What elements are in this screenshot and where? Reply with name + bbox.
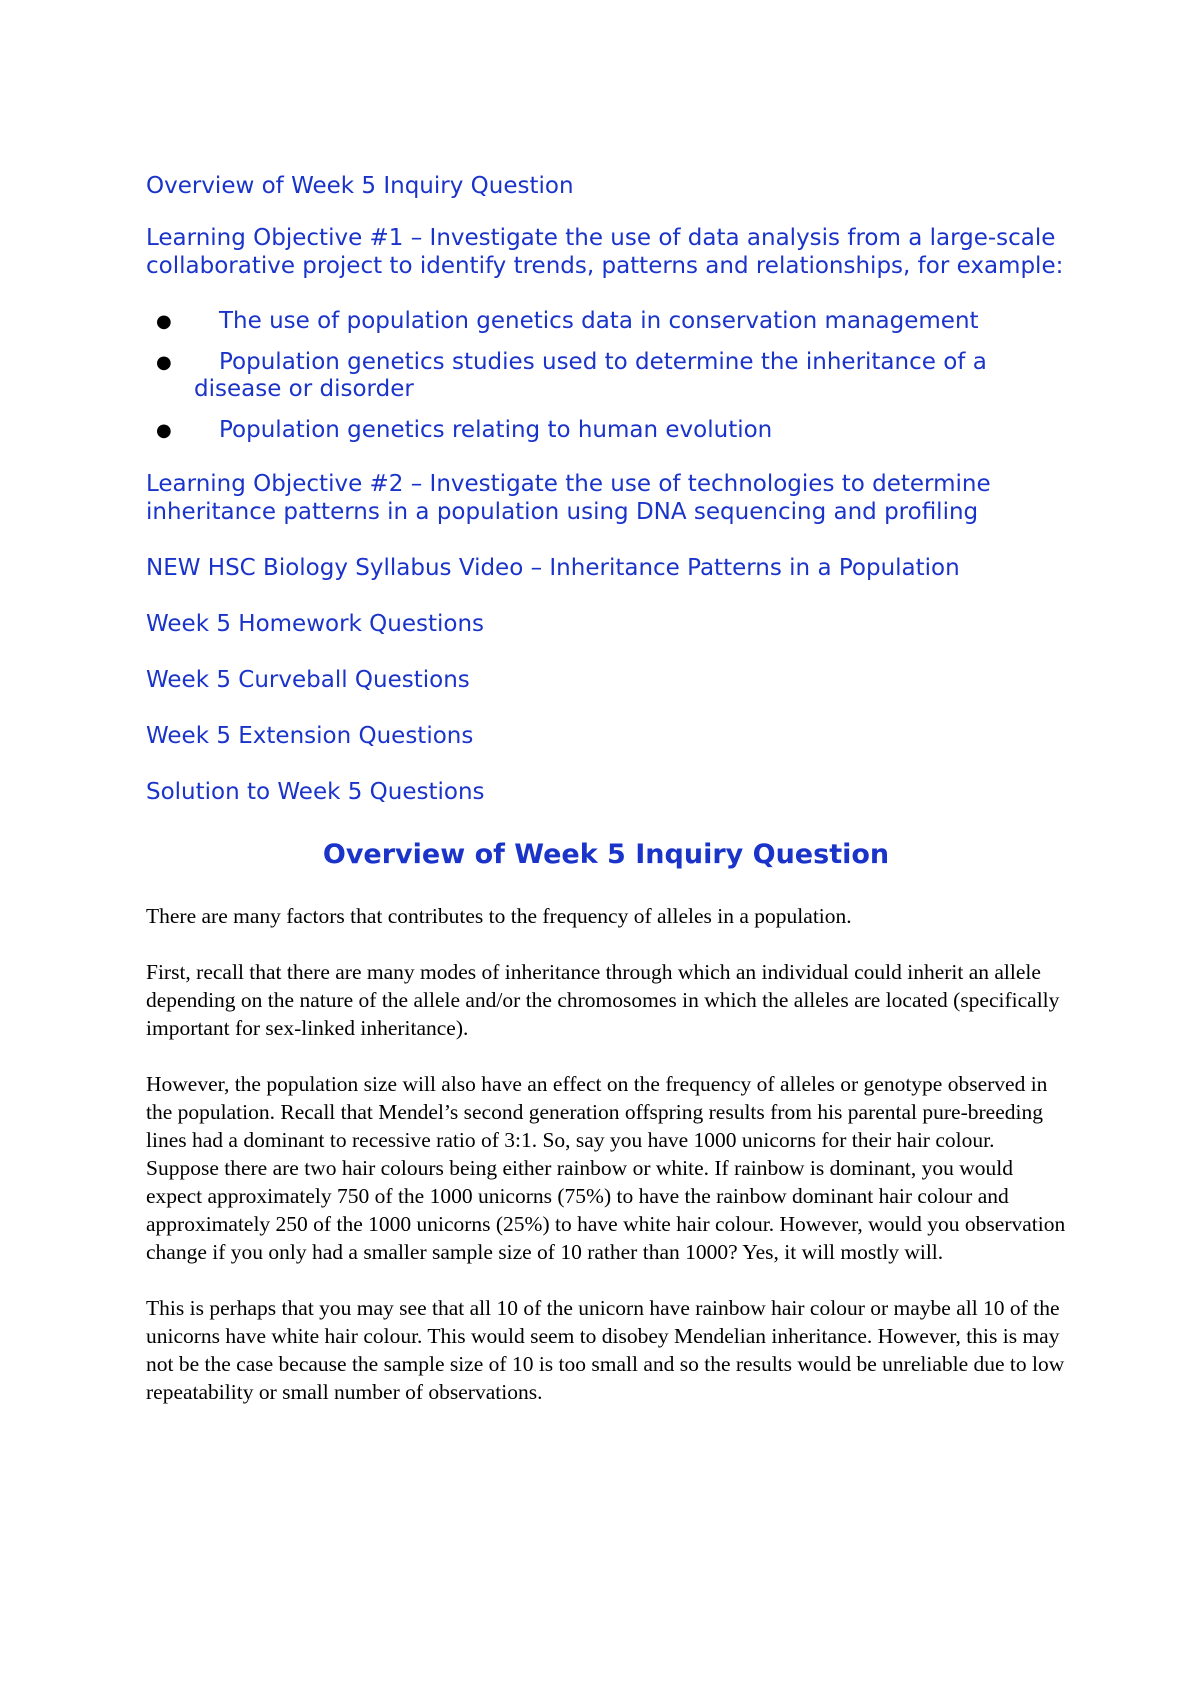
toc-link-learning-objective-2[interactable]: Learning Objective #2 – Investigate the use of technologies to determine inheritance patterns in a population using DNA sequencing and profiling xyxy=(146,471,991,525)
list-item[interactable] xyxy=(146,308,1066,335)
list-item-label: The use of population genetics data in conservation management xyxy=(219,308,979,334)
toc-link-syllabus-video[interactable]: NEW HSC Biology Syllabus Video – Inheritance Patterns in a Population xyxy=(146,555,960,581)
learning-objective-1-list xyxy=(146,308,1066,444)
body-paragraph: However, the population size will also have an effect on the frequency of alleles or genotype observed in the population. Recall that Mendel’s second generation offspring results from his parental pure-breeding lines had a dominant to recessive ratio of 3:1. So, say you have 1000 unicorns for their hair colour. Suppose there are two hair colours being either rainbow or white. If rainbow is dominant, you would expect approximately 750 of the 1000 unicorns (75%) to have the rainbow dominant hair colour and approximately 250 of the 1000 unicorns (25%) to have white hair colour. However, would you observation change if you only had a smaller sample size of 10 rather than 1000? Yes, it will mostly will. xyxy=(146,1072,1066,1264)
toc-link-homework-questions[interactable]: Week 5 Homework Questions xyxy=(146,611,485,637)
toc-link-curveball-questions[interactable]: Week 5 Curveball Questions xyxy=(146,667,470,693)
list-item-label: Population genetics studies used to determine the inheritance of a disease or disorder xyxy=(194,349,987,402)
document-content xyxy=(146,172,1066,1434)
body-paragraph: There are many factors that contributes to the frequency of alleles in a population. xyxy=(146,904,852,928)
body-paragraph: This is perhaps that you may see that all 10 of the unicorn have rainbow hair colour or maybe all 10 of the unicorns have white hair colour. This would seem to disobey Mendelian inheritance. However, this is may not be the case because the sample size of 10 is too small and so the results would be unreliable due to low repeatability or small number of observations. xyxy=(146,1296,1065,1404)
bullet-icon: ● xyxy=(156,420,172,441)
section-heading: Overview of Week 5 Inquiry Question xyxy=(322,839,890,870)
bullet-icon: ● xyxy=(156,352,172,373)
toc-link-solution[interactable]: Solution to Week 5 Questions xyxy=(146,779,485,805)
bullet-icon: ● xyxy=(156,311,172,332)
toc-link-extension-questions[interactable]: Week 5 Extension Questions xyxy=(146,723,474,749)
list-item[interactable] xyxy=(146,349,1066,403)
list-item-label: Population genetics relating to human evolution xyxy=(219,417,773,443)
list-item[interactable] xyxy=(146,417,1066,444)
toc-link-overview[interactable]: Overview of Week 5 Inquiry Question xyxy=(146,173,574,199)
toc-link-learning-objective-1[interactable]: Learning Objective #1 – Investigate the use of data analysis from a large-scale collaborative project to identify trends, patterns and relationships, for example: xyxy=(146,225,1064,279)
body-paragraph: First, recall that there are many modes of inheritance through which an individual could inherit an allele depending on the nature of the allele and/or the chromosomes in which the alleles are located (specifically important for sex-linked inheritance). xyxy=(146,960,1060,1040)
